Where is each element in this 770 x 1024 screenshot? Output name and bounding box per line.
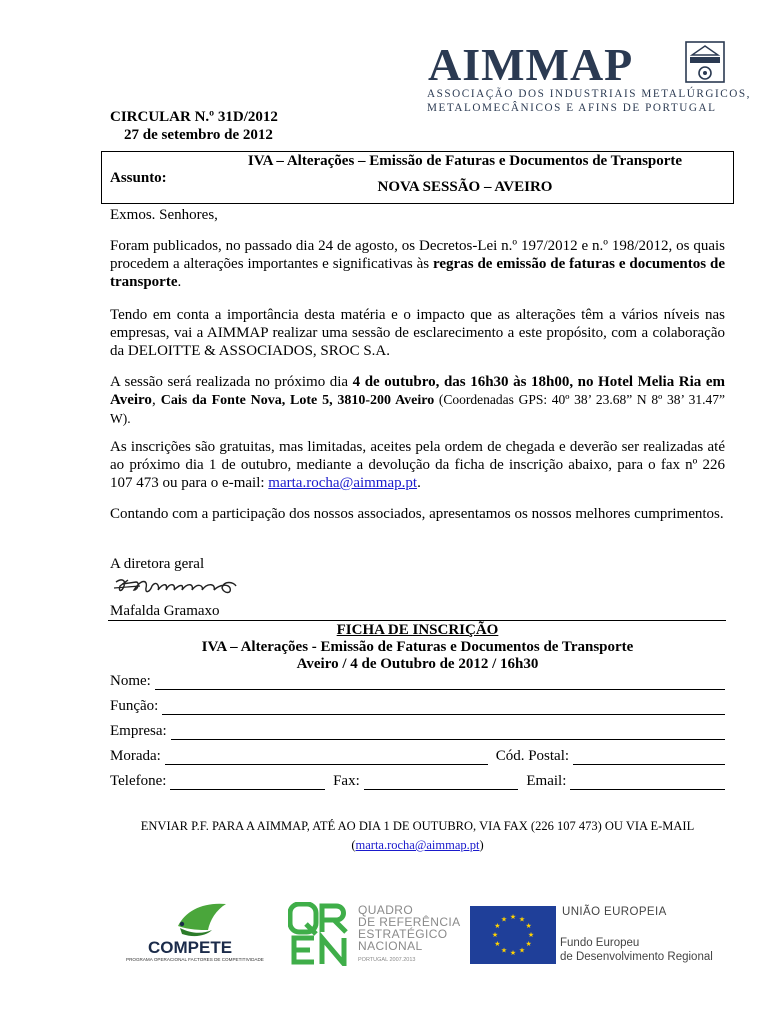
qren-logo-icon xyxy=(288,902,350,966)
send-instructions: ENVIAR P.F. PARA A AIMMAP, ATÉ AO DIA 1 DE OUTUBRO, VIA FAX (226 107 473) OU VIA E-MAIL xyxy=(140,819,695,833)
field-row-funcao xyxy=(110,695,725,715)
svg-text:★: ★ xyxy=(494,940,501,948)
p1-bold: regras de emissão de faturas e documentos de transporte xyxy=(110,256,725,290)
qren-subtitle: PORTUGAL 2007.2013 xyxy=(358,957,416,963)
funcao-label: Função: xyxy=(110,698,159,714)
svg-text:★: ★ xyxy=(525,940,532,948)
send-email-line xyxy=(110,838,725,853)
eu-fund-line1: Fundo Europeu xyxy=(560,937,640,949)
compete-subtitle: PROGRAMA OPERACIONAL FACTORES DE COMPETITIVIDADE xyxy=(126,957,264,962)
aimmap-logo-subtitle xyxy=(427,87,751,115)
email-link[interactable]: marta.rocha@aimmap.pt xyxy=(268,475,418,491)
qren-text xyxy=(358,904,461,952)
subject-line1: IVA – Alterações – Emissão de Faturas e Documentos de Transporte xyxy=(247,153,683,169)
eu-flag-icon xyxy=(470,906,556,964)
field-row-morada xyxy=(110,745,725,765)
qren-line2: DE REFERÊNCIA xyxy=(358,915,461,929)
p3-gps: (Coordenadas GPS: 40º 38’ 23.68” N 8º 38’ 31.47” W). xyxy=(110,392,725,426)
paragraph-5: Contando com a participação dos nossos associados, apresentamos os nossos melhores cumprimentos. xyxy=(110,506,724,522)
fax-field[interactable] xyxy=(364,775,519,790)
circular-number: CIRCULAR N.º 31D/2012 xyxy=(110,109,278,125)
svg-text:★: ★ xyxy=(500,946,508,955)
funcao-field[interactable] xyxy=(162,700,725,715)
aimmap-logo-mark-icon xyxy=(685,41,725,83)
telefone-label: Telefone: xyxy=(110,773,167,789)
svg-text:★: ★ xyxy=(518,946,526,955)
p4-text: As inscrições são gratuitas, mas limitadas, aceites pela ordem de chegada e deverão ser realizadas até ao próximo dia 1 de outubro, mediante a devolução da ficha de inscrição abaixo, para o fax nº 226 107 473 ou para o e-mail: xyxy=(110,439,725,491)
svg-text:★: ★ xyxy=(491,931,499,939)
fax-label: Fax: xyxy=(333,773,360,789)
p3-bold-address: Cais da Fonte Nova, Lote 5, 3810-200 Aveiro xyxy=(160,393,435,408)
empresa-field[interactable] xyxy=(171,725,725,740)
telefone-field[interactable] xyxy=(170,775,325,790)
svg-text:★: ★ xyxy=(527,931,535,939)
svg-text:★: ★ xyxy=(500,915,508,924)
paragraph-2: Tendo em conta a importância desta matéria e o impacto que as alterações têm a vários níveis nas empresas, vai a AIMMAP realizar uma sessão de esclarecimento a este propósito, com a colaboração da DELOITTE & ASSOCIADOS, SROC S.A. xyxy=(110,307,725,359)
paragraph-1 xyxy=(110,237,725,291)
cod-postal-label: Cód. Postal: xyxy=(495,748,570,764)
signature-image xyxy=(112,572,242,602)
svg-text:★: ★ xyxy=(518,915,526,924)
greeting: Exmos. Senhores, xyxy=(110,207,218,223)
paragraph-3 xyxy=(110,373,725,428)
svg-text:★: ★ xyxy=(509,949,517,957)
paragraph-4 xyxy=(110,438,725,492)
empresa-label: Empresa: xyxy=(110,723,167,739)
signer-name: Mafalda Gramaxo xyxy=(110,603,220,619)
compete-wordmark: COMPETE xyxy=(148,938,233,957)
p3-bold-date: 4 de outubro, das 16h30 às 18h00, no Hotel Melia Ria em Aveiro xyxy=(110,374,725,408)
logo-subtitle-line1: ASSOCIAÇÃO DOS INDUSTRIAIS METALÚRGICOS, xyxy=(427,88,752,100)
p1-end: . xyxy=(177,274,182,290)
eu-title: UNIÃO EUROPEIA xyxy=(562,906,667,918)
p1-text: Foram publicados, no passado dia 24 de agosto, os Decretos-Lei n.º 197/2012 e n.º 198/2012, os quais procedem a alterações importantes e significativas às xyxy=(110,238,725,272)
subject-label: Assunto: xyxy=(110,170,167,186)
ficha-subtitle-2: Aveiro / 4 de Outubro de 2012 / 16h30 xyxy=(296,656,539,672)
circular-date: 27 de setembro de 2012 xyxy=(124,127,273,143)
morada-label: Morada: xyxy=(110,748,161,764)
eu-fund-line2: de Desenvolvimento Regional xyxy=(560,951,713,963)
send-open-paren: ( xyxy=(351,838,356,852)
logo-subtitle-line2: METALOMECÂNICOS E AFINS DE PORTUGAL xyxy=(427,102,717,114)
p3-mid: , xyxy=(151,392,161,408)
ficha-subtitle-1: IVA – Alterações - Emissão de Faturas e Documentos de Transporte xyxy=(201,639,634,655)
nome-field[interactable] xyxy=(155,675,725,690)
send-email-link[interactable]: marta.rocha@aimmap.pt xyxy=(355,838,480,852)
field-row-empresa xyxy=(110,720,725,740)
signoff: A diretora geral xyxy=(110,556,205,572)
p4-end: . xyxy=(417,475,421,491)
svg-text:★: ★ xyxy=(525,922,532,930)
ficha-title: FICHA DE INSCRIÇÃO xyxy=(336,622,499,638)
p3-text: A sessão será realizada no próximo dia xyxy=(110,374,353,390)
svg-text:★: ★ xyxy=(494,922,501,930)
svg-text:★: ★ xyxy=(509,913,517,921)
email-label: Email: xyxy=(526,773,567,789)
qren-line1: QUADRO xyxy=(358,903,414,917)
field-row-nome xyxy=(110,670,725,690)
field-row-contacts xyxy=(110,770,725,790)
morada-field[interactable] xyxy=(165,750,488,765)
subject-line2: NOVA SESSÃO – AVEIRO xyxy=(377,179,553,195)
aimmap-logo-word: AIMMAP xyxy=(428,39,634,90)
qren-line3: ESTRATÉGICO xyxy=(358,927,448,941)
nome-label: Nome: xyxy=(110,673,151,689)
email-field[interactable] xyxy=(570,775,725,790)
cod-postal-field[interactable] xyxy=(573,750,725,765)
qren-line4: NACIONAL xyxy=(358,939,423,953)
send-close-paren: ) xyxy=(479,838,484,852)
